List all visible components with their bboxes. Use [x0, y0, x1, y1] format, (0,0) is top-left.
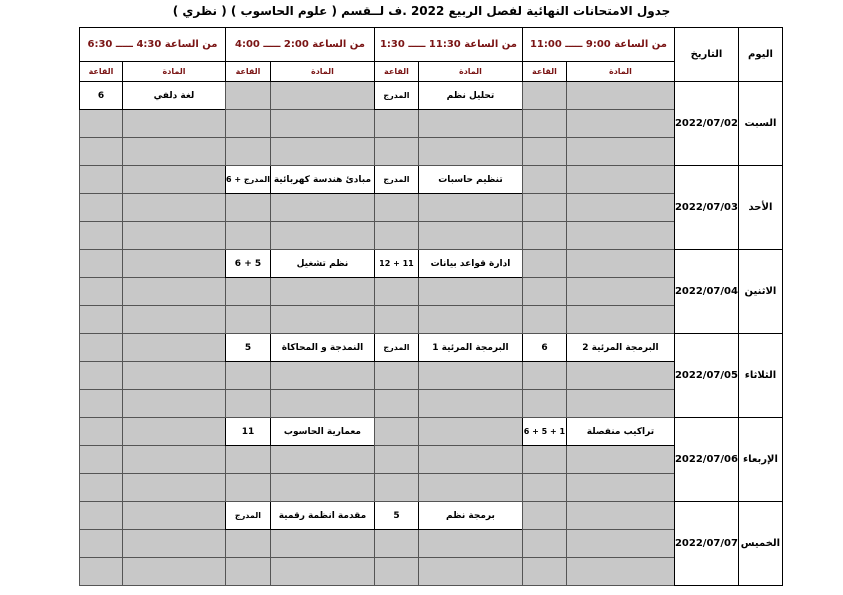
subject-cell: [123, 278, 226, 306]
room-cell: 11 + 12: [374, 250, 418, 278]
room-cell: [226, 558, 271, 586]
room-cell: المدرج: [374, 334, 418, 362]
page-title: جدول الامتحانات النهائية لفصل الربيع 2022 .ف لــقسم ( علوم الحاسوب ) ( نظري ): [172, 4, 671, 18]
subject-cell: [123, 222, 226, 250]
room-cell: [522, 502, 566, 530]
subject-cell: [270, 306, 374, 334]
subject-cell: [270, 194, 374, 222]
subject-cell: [418, 110, 522, 138]
subject-cell: [566, 474, 674, 502]
subject-cell: تحليل نظم: [418, 82, 522, 110]
subject-cell: [123, 446, 226, 474]
room-cell: 5: [226, 334, 271, 362]
room-cell: [226, 474, 271, 502]
subject-cell: [123, 166, 226, 194]
day-cell: الثلاثاء: [738, 334, 782, 418]
room-cell: [80, 390, 123, 418]
subject-cell: [418, 306, 522, 334]
room-cell: [522, 530, 566, 558]
subject-cell: [566, 502, 674, 530]
header-slot-3: من الساعة 2:00 ـــــ 4:00: [226, 28, 375, 62]
room-cell: [374, 418, 418, 446]
subject-cell: نظم تشغيل: [270, 250, 374, 278]
day-cell: الاثنين: [738, 250, 782, 334]
date-cell: 2022/07/03: [674, 166, 738, 250]
subject-cell: لغة دلفي: [123, 82, 226, 110]
room-cell: [522, 110, 566, 138]
subject-cell: [418, 390, 522, 418]
room-cell: [374, 138, 418, 166]
header-slot-4: من الساعة 4:30 ـــــ 6:30: [80, 28, 226, 62]
room-cell: [522, 250, 566, 278]
subject-cell: [566, 390, 674, 418]
subject-cell: [123, 502, 226, 530]
subject-cell: [566, 222, 674, 250]
room-cell: [522, 474, 566, 502]
table-row: [80, 334, 783, 362]
subject-cell: [123, 334, 226, 362]
header-slot-1: من الساعة 9:00 ـــــ 11:00: [522, 28, 674, 62]
subject-cell: [566, 250, 674, 278]
subject-cell: [418, 558, 522, 586]
room-cell: [522, 306, 566, 334]
subject-cell: النمذجة و المحاكاة: [270, 334, 374, 362]
subject-cell: [123, 138, 226, 166]
table-row: [80, 166, 783, 194]
header-subject: المادة: [270, 62, 374, 82]
room-cell: [80, 194, 123, 222]
room-cell: 5: [374, 502, 418, 530]
room-cell: [80, 222, 123, 250]
header-room: القاعة: [80, 62, 123, 82]
room-cell: [80, 558, 123, 586]
subject-cell: [418, 474, 522, 502]
date-cell: 2022/07/02: [674, 82, 738, 166]
subject-cell: [566, 82, 674, 110]
room-cell: [226, 306, 271, 334]
subject-cell: [270, 558, 374, 586]
room-cell: 6: [522, 334, 566, 362]
subject-cell: [566, 110, 674, 138]
room-cell: [374, 306, 418, 334]
room-cell: [522, 222, 566, 250]
table-row: [80, 418, 783, 446]
room-cell: [522, 82, 566, 110]
room-cell: [80, 474, 123, 502]
day-cell: الأحد: [738, 166, 782, 250]
room-cell: [374, 278, 418, 306]
subject-cell: [270, 82, 374, 110]
room-cell: [226, 446, 271, 474]
subject-cell: ادارة قواعد بيانات: [418, 250, 522, 278]
subject-cell: [566, 558, 674, 586]
subject-cell: معمارية الحاسوب: [270, 418, 374, 446]
date-cell: 2022/07/06: [674, 418, 738, 502]
room-cell: [374, 222, 418, 250]
subject-cell: [418, 418, 522, 446]
subject-cell: برمجة نظم: [418, 502, 522, 530]
day-cell: الخميس: [738, 502, 782, 586]
subject-cell: [566, 362, 674, 390]
date-cell: 2022/07/04: [674, 250, 738, 334]
subject-cell: [123, 530, 226, 558]
room-cell: [226, 194, 271, 222]
date-cell: 2022/07/05: [674, 334, 738, 418]
room-cell: [80, 530, 123, 558]
room-cell: [522, 138, 566, 166]
header-room: القاعة: [374, 62, 418, 82]
header-date: التاريخ: [674, 28, 738, 82]
header-room: القاعة: [522, 62, 566, 82]
room-cell: [80, 418, 123, 446]
subject-cell: [270, 474, 374, 502]
subject-cell: [270, 390, 374, 418]
subject-cell: [123, 110, 226, 138]
subject-cell: [123, 250, 226, 278]
room-cell: [80, 362, 123, 390]
subject-cell: [270, 278, 374, 306]
room-cell: [374, 446, 418, 474]
room-cell: [226, 362, 271, 390]
subject-cell: [123, 474, 226, 502]
room-cell: [522, 390, 566, 418]
room-cell: [80, 138, 123, 166]
exam-schedule-table: [79, 27, 783, 586]
room-cell: [374, 390, 418, 418]
subject-cell: [418, 222, 522, 250]
subject-cell: [566, 138, 674, 166]
room-cell: [226, 278, 271, 306]
subject-cell: [566, 530, 674, 558]
room-cell: [80, 250, 123, 278]
subject-cell: [418, 194, 522, 222]
subject-cell: [418, 278, 522, 306]
room-cell: المدرج: [374, 166, 418, 194]
subject-cell: [566, 166, 674, 194]
subject-cell: [418, 446, 522, 474]
room-cell: [374, 362, 418, 390]
day-cell: السبت: [738, 82, 782, 166]
subject-cell: تنظيم حاسبات: [418, 166, 522, 194]
subject-cell: [566, 194, 674, 222]
subject-cell: مبادئ هندسة كهربائية: [270, 166, 374, 194]
room-cell: [80, 334, 123, 362]
room-cell: [522, 362, 566, 390]
room-cell: [226, 222, 271, 250]
room-cell: 11: [226, 418, 271, 446]
subject-cell: [270, 362, 374, 390]
room-cell: المدرج: [226, 502, 271, 530]
room-cell: [374, 110, 418, 138]
room-cell: [226, 138, 271, 166]
subject-cell: [270, 530, 374, 558]
date-cell: 2022/07/07: [674, 502, 738, 586]
header-slot-2: من الساعة 11:30 ـــــ 1:30: [374, 28, 522, 62]
room-cell: [522, 278, 566, 306]
room-cell: [522, 446, 566, 474]
header-day: اليوم: [738, 28, 782, 82]
subject-cell: [270, 446, 374, 474]
room-cell: [226, 110, 271, 138]
subject-cell: [566, 306, 674, 334]
subject-cell: [566, 278, 674, 306]
room-cell: [80, 110, 123, 138]
subject-cell: البرمجة المرئية 1: [418, 334, 522, 362]
subject-cell: تراكيب منفصلة: [566, 418, 674, 446]
subject-cell: [123, 194, 226, 222]
room-cell: [80, 446, 123, 474]
room-cell: 1 + 5 + 6: [522, 418, 566, 446]
header-subject: المادة: [418, 62, 522, 82]
room-cell: [226, 82, 271, 110]
room-cell: [226, 390, 271, 418]
subject-cell: [270, 138, 374, 166]
room-cell: [522, 166, 566, 194]
room-cell: [80, 166, 123, 194]
room-cell: [374, 558, 418, 586]
subject-cell: [418, 362, 522, 390]
room-cell: المدرج: [374, 82, 418, 110]
subject-cell: [270, 222, 374, 250]
day-cell: الإربعاء: [738, 418, 782, 502]
table-row: [80, 502, 783, 530]
room-cell: [80, 278, 123, 306]
room-cell: 6: [80, 82, 123, 110]
room-cell: [80, 502, 123, 530]
subject-cell: [418, 530, 522, 558]
room-cell: [374, 474, 418, 502]
subject-cell: مقدمة انظمة رقمية: [270, 502, 374, 530]
subject-cell: [123, 418, 226, 446]
room-cell: 5 + 6: [226, 250, 271, 278]
table-row: [80, 82, 783, 110]
header-room: القاعة: [226, 62, 271, 82]
subject-cell: [418, 138, 522, 166]
subject-cell: [123, 306, 226, 334]
room-cell: [374, 194, 418, 222]
room-cell: [522, 558, 566, 586]
subject-cell: [123, 362, 226, 390]
subject-cell: [123, 390, 226, 418]
room-cell: [80, 306, 123, 334]
subject-cell: [566, 446, 674, 474]
subject-cell: البرمجة المرئية 2: [566, 334, 674, 362]
header-subject: المادة: [123, 62, 226, 82]
subject-cell: [270, 110, 374, 138]
room-cell: [226, 530, 271, 558]
room-cell: [374, 530, 418, 558]
room-cell: المدرج + 6: [226, 166, 271, 194]
room-cell: [522, 194, 566, 222]
header-subject: المادة: [566, 62, 674, 82]
table-row: [80, 250, 783, 278]
subject-cell: [123, 558, 226, 586]
